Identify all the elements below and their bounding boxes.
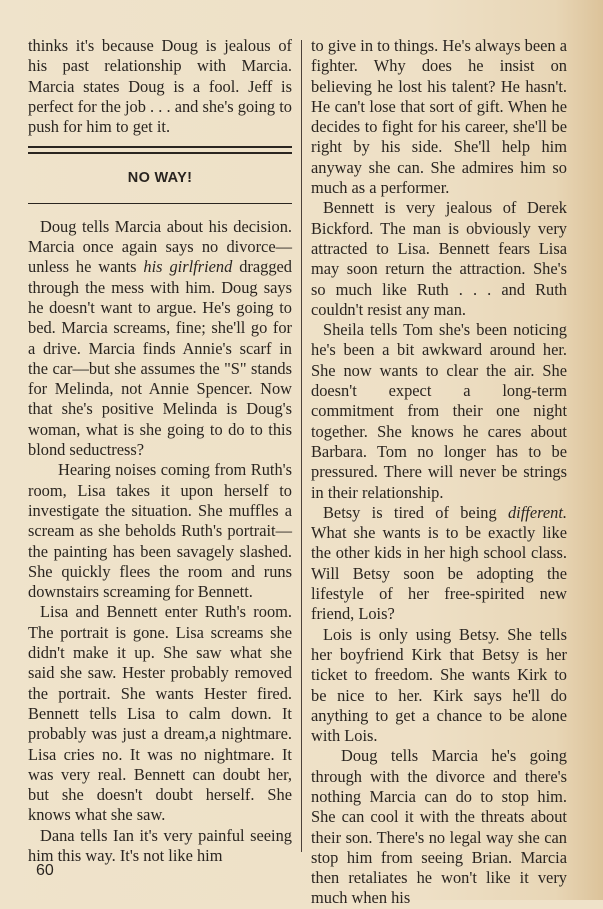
left-column: [28, 36, 292, 866]
section-heading: NO WAY!: [127, 170, 193, 187]
left-paragraph-1: Doug tells Marcia about his decision. Marcia once again says no divorce—unless he wants his girlfriend dragged through the mess with him. Doug says he doesn't want to argue. He's going to bed. Marcia screams, fine; she'll go for a drive. Marcia finds Annie's scarf in the car—but she assumes the "S" stands for Melinda, not Annie Spencer. Now that she's positive Melinda is Doug's woman, what is she going to do to this blond seductress?: [28, 216, 292, 460]
left-paragraph-3: Lisa and Bennett enter Ruth's room. The portrait is gone. Lisa screams she didn't make it up. She saw what she said she saw. Hester probably removed the portrait. She wants Hester fired. Bennett tells Lisa to calm down. It probably was just a dream,a nightmare. Lisa cries no. It was no nightmare. It was very real. Bennett can doubt her, but she doesn't doubt herself. She knows what she saw.: [28, 602, 292, 825]
left-intro-paragraph: thinks it's because Doug is jealous of his past relationship with Marcia. Marcia states Doug is a fool. Jeff is perfect for the job . . . and she's going to push for him to get it.: [28, 36, 292, 137]
right-paragraph-1: to give in to things. He's always been a fighter. Why does he insist on believing he lost his talent? He hasn't. He can't lose that sort of gift. When he decides to fight for his career, she'll be right by his side. She'll help him anyway she can. She admires him so much as a performer.: [311, 36, 567, 198]
heading-underline: [28, 203, 292, 204]
right-paragraph-4: Betsy is tired of being different. What she wants is to be exactly like the other kids in her high school class. Will Betsy soon be adopting the lifestyle of her free-spirited new friend, Lois?: [311, 502, 567, 624]
right-column: [311, 36, 567, 909]
right-paragraph-2: Bennett is very jealous of Derek Bickford. The man is obviously very attracted to Lisa. Bennett fears Lisa may soon return the attraction. She's so much like Ruth . . . and Ruth couldn't resist any man.: [311, 198, 567, 319]
left-paragraph-4: Dana tells Ian it's very painful seeing him this way. It's not like him: [28, 825, 292, 865]
page-number: 60: [36, 862, 54, 879]
right-paragraph-6: Doug tells Marcia he's going through with the divorce and there's nothing Marcia can do to stop him. She can cool it with the threats about their son. There's no legal way she can stop him from seeing Brian. Marcia then retaliates he won't like it very much when his: [311, 746, 567, 908]
column-divider: [301, 40, 302, 852]
right-paragraph-3: Sheila tells Tom she's been noticing he's been a bit awkward around her. She now wants to clear the air. She doesn't expect a long-term commitment from their one night together. She knows he cares about Barbara. Tom no longer has to be pressured. There will never be strings in their relationship.: [311, 320, 567, 502]
left-paragraph-2: Hearing noises coming from Ruth's room, Lisa takes it upon herself to investigate the situation. She muffles a scream as she beholds Ruth's portrait—the painting has been savagely slashed. She quickly flees the room and runs downstairs screaming for Bennett.: [28, 460, 292, 602]
right-paragraph-5: Lois is only using Betsy. She tells her boyfriend Kirk that Betsy is her ticket to freedom. She wants Kirk to be nice to her. Kirk says he'll do anything to get a chance to be alone with Lois.: [311, 624, 567, 746]
double-rule-divider: [28, 146, 292, 154]
